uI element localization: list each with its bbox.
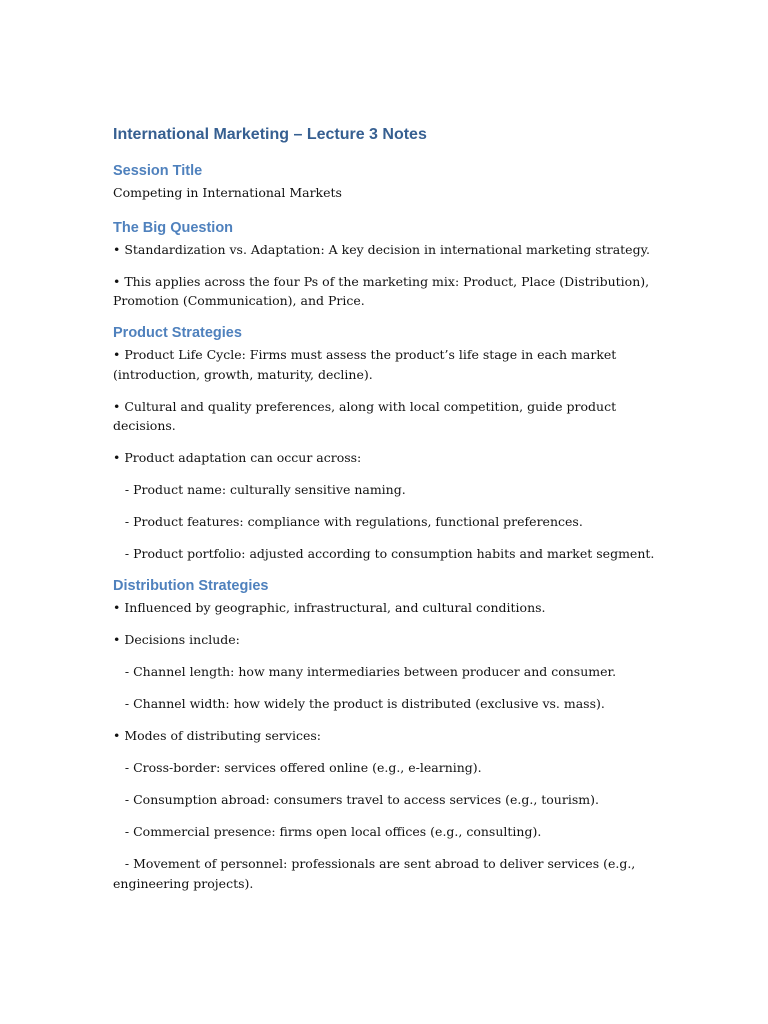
paragraph: • Product Life Cycle: Firms must assess the product’s life stage in each market (introduction, growth, maturity, decline).	[113, 347, 617, 382]
paragraph: • Cultural and quality preferences, along with local competition, guide product decisions.	[113, 398, 617, 433]
sub-paragraph: - Channel length: how many intermediaries between producer and consumer.	[113, 664, 617, 679]
session-heading: Session Title	[113, 163, 203, 179]
section-big-question	[113, 218, 673, 311]
sub-paragraph: - Product name: culturally sensitive naming.	[113, 482, 406, 497]
paragraph: • Decisions include:	[113, 632, 240, 647]
session-text: Competing in International Markets	[113, 185, 342, 200]
sub-paragraph: - Product portfolio: adjusted according to consumption habits and market segment.	[113, 546, 655, 561]
paragraph: • Modes of distributing services:	[113, 728, 321, 743]
section-session	[113, 161, 673, 203]
sub-paragraph: - Commercial presence: firms open local offices (e.g., consulting).	[113, 824, 542, 839]
paragraph: • Influenced by geographic, infrastructural, and cultural conditions.	[113, 600, 546, 615]
document-page	[113, 124, 673, 906]
distribution-heading: Distribution Strategies	[113, 578, 269, 594]
product-heading: Product Strategies	[113, 325, 242, 341]
sub-paragraph: - Consumption abroad: consumers travel to access services (e.g., tourism).	[113, 792, 599, 807]
big-question-heading: The Big Question	[113, 219, 234, 236]
paragraph: • Standardization vs. Adaptation: A key decision in international marketing strategy.	[113, 241, 650, 257]
paragraph: • Product adaptation can occur across:	[113, 450, 362, 465]
section-product	[113, 323, 673, 564]
paragraph: • This applies across the four Ps of the marketing mix: Product, Place (Distribution), Promotion (Communication), and Price.	[113, 273, 650, 308]
sub-paragraph: - Cross-border: services offered online (e.g., e-learning).	[113, 760, 482, 775]
sub-paragraph: - Movement of personnel: professionals are sent abroad to deliver services (e.g., engineering projects).	[113, 856, 640, 891]
document-title: International Marketing – Lecture 3 Notes	[113, 126, 427, 143]
sub-paragraph: - Product features: compliance with regulations, functional preferences.	[113, 514, 583, 529]
sub-paragraph: - Channel width: how widely the product is distributed (exclusive vs. mass).	[113, 696, 605, 711]
section-distribution	[113, 576, 673, 893]
